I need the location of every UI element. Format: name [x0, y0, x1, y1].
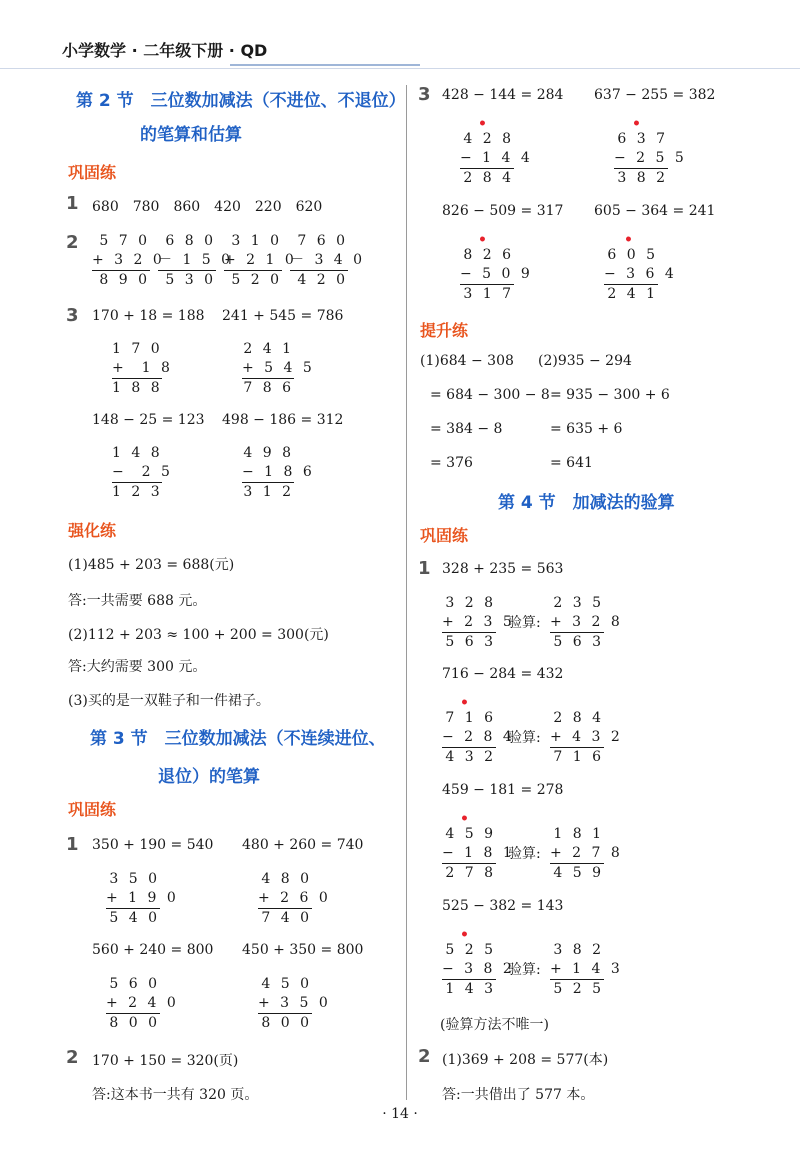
- vertical-calc: 3 1 0 + 2 1 0 5 2 0: [224, 233, 297, 288]
- equation: 459 − 181 = 278: [442, 782, 564, 798]
- equation: 241 + 545 = 786: [222, 308, 344, 324]
- answer-line: 答:一共需要 688 元。: [68, 593, 207, 609]
- equation: 637 − 255 = 382: [594, 87, 716, 103]
- borrow-dot: •: [460, 695, 469, 711]
- answer-line: (3)买的是一双鞋子和一件裙子。: [68, 693, 270, 709]
- equation: 560 + 240 = 800: [92, 942, 214, 958]
- equation: 350 + 190 = 540: [92, 837, 214, 853]
- vertical-calc: 8 2 6 − 5 0 9 3 1 7: [460, 247, 533, 302]
- vertical-calc: 4 8 0 + 2 6 0 7 4 0: [258, 871, 331, 926]
- check-label: 验算:: [508, 615, 541, 631]
- equation: 170 + 18 = 188: [92, 308, 205, 324]
- check-label: 验算:: [508, 730, 541, 746]
- answer-line: 答:大约需要 300 元。: [68, 659, 207, 675]
- answer-line: (1)485 + 203 = 688(元): [68, 557, 235, 573]
- header-divider: [0, 68, 800, 69]
- equation: 716 − 284 = 432: [442, 666, 564, 682]
- vertical-calc: 1 7 0 + 1 8 1 8 8: [112, 341, 173, 396]
- section-2-title-line1: 第 2 节 三位数加减法（不进位、不退位）: [76, 91, 406, 111]
- borrow-dot: •: [478, 232, 487, 248]
- p2-number: 2: [66, 1047, 79, 1068]
- vertical-calc: 1 8 1 + 2 7 8 4 5 9: [550, 826, 623, 881]
- equation: 170 + 150 = 320(页): [92, 1053, 239, 1069]
- vertical-calc: 3 5 0 + 1 9 0 5 4 0: [106, 871, 179, 926]
- equation: 328 + 235 = 563: [442, 561, 564, 577]
- vertical-calc: 6 3 7 − 2 5 5 3 8 2: [614, 131, 687, 186]
- q2-number: 2: [66, 232, 79, 253]
- answer-line: 答:一共借出了 577 本。: [442, 1087, 595, 1103]
- equation: (1)369 + 208 = 577(本): [442, 1052, 609, 1068]
- consolidation-heading: 巩固练: [420, 526, 469, 545]
- check-label: 验算:: [508, 962, 541, 978]
- p1-number: 1: [66, 834, 79, 855]
- vertical-calc: 4 9 8 − 1 8 6 3 1 2: [242, 445, 315, 500]
- vertical-calc: 7 6 0 － 3 4 0 4 2 0: [290, 233, 366, 288]
- borrow-dot: •: [460, 927, 469, 943]
- borrow-dot: •: [460, 811, 469, 827]
- calc-line: = 376: [430, 455, 473, 471]
- q3-number: 3: [66, 305, 79, 326]
- borrow-dot: •: [478, 116, 487, 132]
- calc-line: (1)684 − 308: [420, 353, 514, 369]
- vertical-calc: 5 6 0 + 2 4 0 8 0 0: [106, 976, 179, 1031]
- q1-answers: 680 780 860 420 220 620: [92, 199, 323, 215]
- calc-line: = 641: [550, 455, 593, 471]
- section-3-title-line1: 第 3 节 三位数加减法（不连续进位、: [90, 729, 386, 749]
- vertical-calc: 5 2 5 − 3 8 2 1 4 3: [442, 942, 515, 997]
- c2-number: 2: [418, 1046, 431, 1067]
- equation: 428 − 144 = 284: [442, 87, 564, 103]
- vertical-calc: 1 4 8 − 2 5 1 2 3: [112, 445, 173, 500]
- calc-line: = 684 − 300 − 8: [430, 387, 550, 403]
- page-number: · 14 ·: [382, 1106, 418, 1122]
- equation: 148 − 25 = 123: [92, 412, 205, 428]
- vertical-calc: 3 2 8 + 2 3 5 5 6 3: [442, 595, 515, 650]
- column-divider: [406, 85, 407, 1100]
- equation: 450 + 350 = 800: [242, 942, 364, 958]
- equation: 605 − 364 = 241: [594, 203, 716, 219]
- vertical-calc: 4 5 9 − 1 8 1 2 7 8: [442, 826, 515, 881]
- vertical-calc: 7 1 6 − 2 8 4 4 3 2: [442, 710, 515, 765]
- calc-line: (2)935 − 294: [538, 353, 632, 369]
- improvement-heading: 提升练: [420, 321, 469, 340]
- vertical-calc: 4 5 0 + 3 5 0 8 0 0: [258, 976, 331, 1031]
- vertical-calc: 6 0 5 − 3 6 4 2 4 1: [604, 247, 677, 302]
- calc-line: = 635 + 6: [550, 421, 623, 437]
- equation: 826 − 509 = 317: [442, 203, 564, 219]
- vertical-calc: 2 4 1 + 5 4 5 7 8 6: [242, 341, 315, 396]
- c1-number: 1: [418, 558, 431, 579]
- borrow-dot: •: [624, 232, 633, 248]
- strengthening-heading: 强化练: [68, 521, 117, 540]
- section-2-title-line2: 的笔算和估算: [140, 125, 242, 145]
- vertical-calc: 3 8 2 + 1 4 3 5 2 5: [550, 942, 623, 997]
- equation: 525 − 382 = 143: [442, 898, 564, 914]
- vertical-calc: 4 2 8 − 1 4 4 2 8 4: [460, 131, 533, 186]
- vertical-calc: 2 3 5 + 3 2 8 5 6 3: [550, 595, 623, 650]
- equation: 480 + 260 = 740: [242, 837, 364, 853]
- header-decoration: [230, 64, 420, 66]
- note: (验算方法不唯一): [440, 1017, 549, 1033]
- section-4-title: 第 4 节 加减法的验算: [498, 493, 675, 513]
- borrow-dot: •: [632, 116, 641, 132]
- consolidation-heading: 巩固练: [68, 163, 117, 182]
- check-label: 验算:: [508, 846, 541, 862]
- r3-number: 3: [418, 84, 431, 105]
- answer-line: (2)112 + 203 ≈ 100 + 200 = 300(元): [68, 627, 329, 643]
- header-title: 小学数学 · 二年级下册 · QD: [62, 41, 268, 60]
- equation: 498 − 186 = 312: [222, 412, 344, 428]
- vertical-calc: 6 8 0 － 1 5 0 5 3 0: [158, 233, 234, 288]
- section-3-title-line2: 退位）的笔算: [158, 767, 260, 787]
- consolidation-heading: 巩固练: [68, 800, 117, 819]
- calc-line: = 384 − 8: [430, 421, 503, 437]
- answer-line: 答:这本书一共有 320 页。: [92, 1087, 259, 1103]
- vertical-calc: 2 8 4 + 4 3 2 7 1 6: [550, 710, 623, 765]
- vertical-calc: 5 7 0 + 3 2 0 8 9 0: [92, 233, 165, 288]
- calc-line: = 935 − 300 + 6: [550, 387, 670, 403]
- q1-number: 1: [66, 193, 79, 214]
